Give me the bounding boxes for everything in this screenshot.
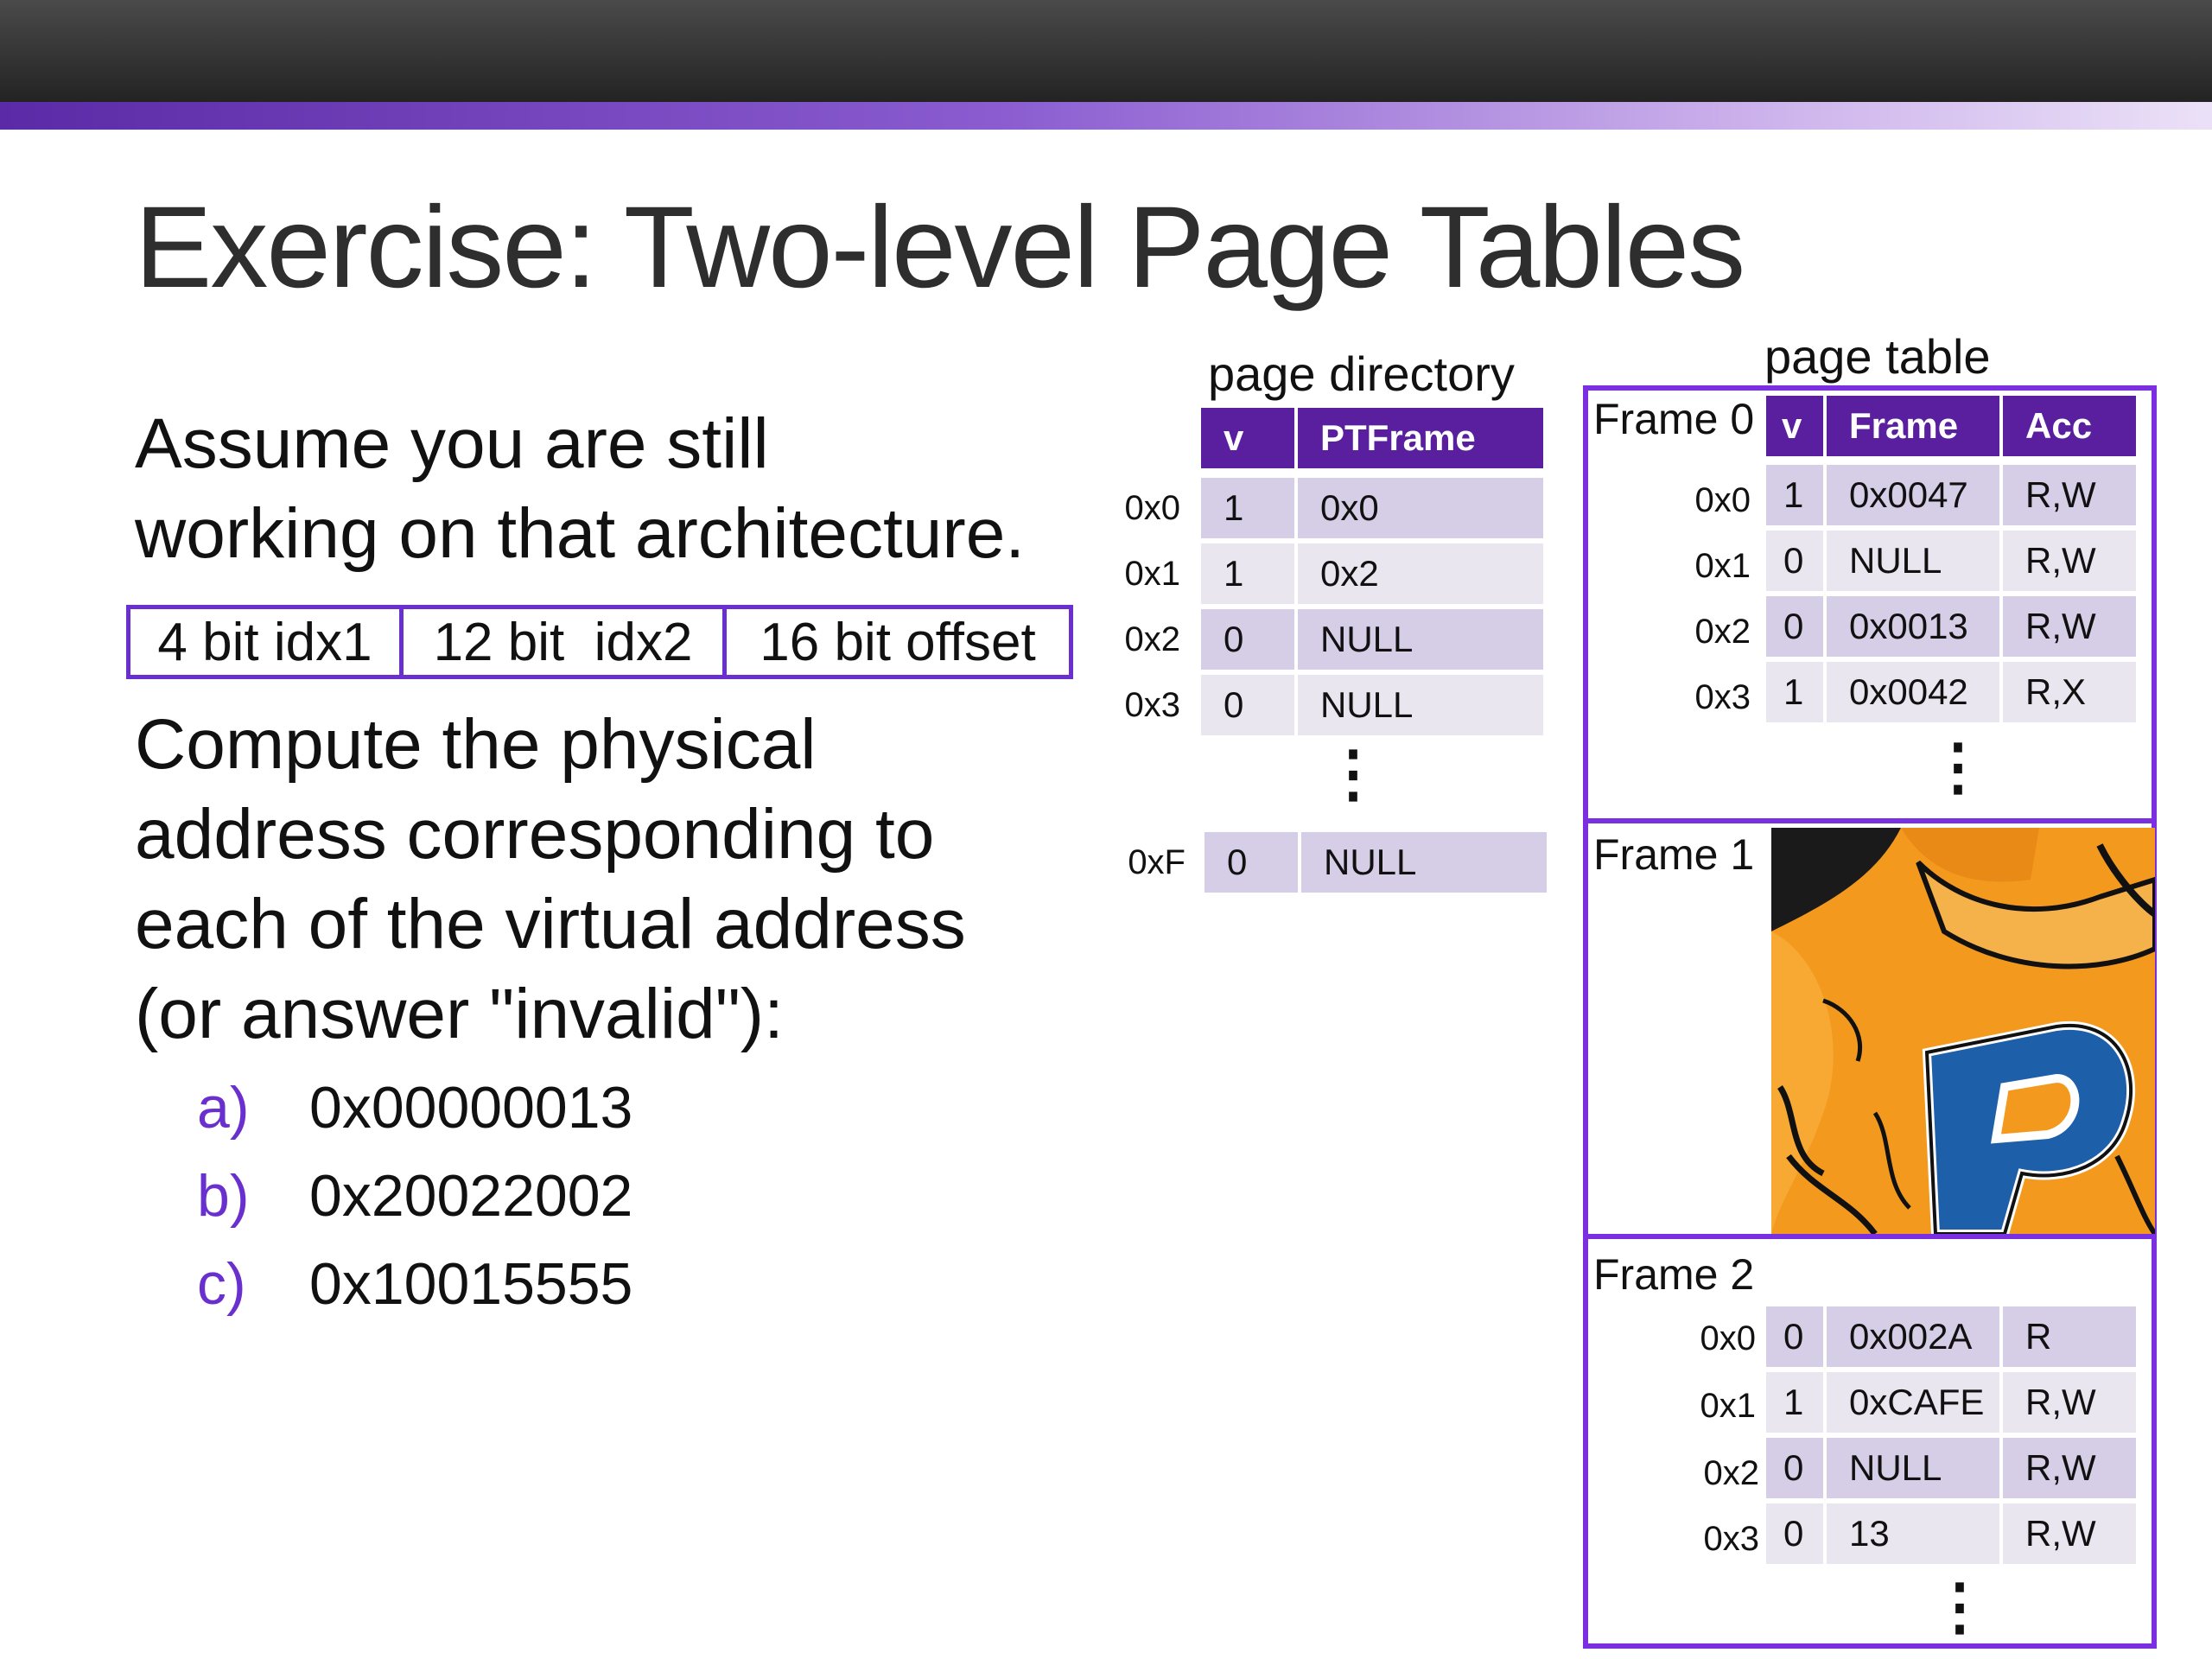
prompt-line: Compute the physical <box>135 705 817 784</box>
address-bit-layout <box>126 605 1073 679</box>
prompt-line: address corresponding to <box>135 795 935 874</box>
table-header-row <box>1766 396 2136 456</box>
cell-ptframe: NULL <box>1298 675 1543 735</box>
intro-line: Assume you are still <box>135 404 769 483</box>
top-bar <box>0 0 2212 102</box>
table-row <box>1766 1503 2136 1564</box>
row-index: 0x1 <box>1700 1387 1756 1425</box>
cell-frame: 0x0047 <box>1827 465 1999 525</box>
row-index: 0x3 <box>1703 1520 1759 1558</box>
cell-ptframe: 0x0 <box>1298 478 1543 538</box>
cell-frame: 13 <box>1827 1503 1999 1564</box>
table-row <box>1766 662 2136 722</box>
prompt-line: (or answer "invalid"): <box>135 975 784 1053</box>
table-row <box>1201 675 1543 735</box>
row-index: 0x2 <box>1694 613 1751 651</box>
row-index: 0x0 <box>1700 1319 1756 1357</box>
table-row <box>1766 1438 2136 1498</box>
row-index: 0x1 <box>1124 555 1180 593</box>
cell-frame: NULL <box>1827 531 1999 591</box>
cell-v: 0 <box>1766 1306 1823 1367</box>
row-index: 0x2 <box>1703 1454 1759 1492</box>
header-v: v <box>1201 408 1294 468</box>
question-label: c) <box>197 1251 246 1317</box>
table-row <box>1201 543 1543 604</box>
idx2-field: 12 bit idx2 <box>399 609 722 675</box>
question-address: 0x20022002 <box>309 1163 633 1229</box>
cell-acc: R <box>2003 1306 2136 1367</box>
intro-line: working on that architecture. <box>135 494 1026 573</box>
slide-title: Exercise: Two-level Page Tables <box>135 183 1745 312</box>
cell-frame: 0x0013 <box>1827 596 1999 657</box>
cell-frame: 0x0042 <box>1827 662 1999 722</box>
cell-acc: R,W <box>2003 1438 2136 1498</box>
cell-acc: R,W <box>2003 596 2136 657</box>
header-frame: Frame <box>1827 396 1999 456</box>
header-ptframe: PTFrame <box>1298 408 1543 468</box>
cell-ptframe: 0x2 <box>1298 543 1543 604</box>
table-row <box>1201 609 1543 670</box>
table-row <box>1766 531 2136 591</box>
frame-1-label: Frame 1 <box>1593 830 1755 879</box>
cell-acc: R,W <box>2003 531 2136 591</box>
question-label: a) <box>197 1075 250 1141</box>
cell-acc: R,W <box>2003 1503 2136 1564</box>
cell-v: 1 <box>1201 478 1294 538</box>
ellipsis: ⋮ <box>1927 733 1989 802</box>
prompt-line: each of the virtual address <box>135 885 966 963</box>
table-row <box>1766 1306 2136 1367</box>
cell-frame: NULL <box>1827 1438 1999 1498</box>
cell-frame: 0xCAFE <box>1827 1372 1999 1433</box>
cell-v: 0 <box>1766 1438 1823 1498</box>
question-address: 0x10015555 <box>309 1251 633 1317</box>
question-a <box>197 1073 632 1142</box>
cell-v: 1 <box>1766 662 1823 722</box>
row-index: 0xF <box>1128 843 1185 881</box>
table-row <box>1205 832 1547 893</box>
prompt-text <box>135 700 966 1059</box>
row-index: 0x0 <box>1124 489 1180 527</box>
idx1-field: 4 bit idx1 <box>157 612 372 672</box>
question-c <box>197 1249 632 1319</box>
ellipsis: ⋮ <box>1929 1573 1991 1642</box>
header-v: v <box>1766 396 1823 456</box>
page-table-caption: page table <box>1764 329 1991 384</box>
cell-acc: R,W <box>2003 1372 2136 1433</box>
question-label: b) <box>197 1163 250 1229</box>
table-row <box>1766 465 2136 525</box>
row-index: 0x3 <box>1694 678 1751 716</box>
cell-frame: 0x002A <box>1827 1306 1999 1367</box>
row-index: 0x0 <box>1694 481 1751 519</box>
row-index: 0x1 <box>1694 547 1751 585</box>
question-address: 0x00000013 <box>309 1075 633 1141</box>
cell-v: 1 <box>1766 465 1823 525</box>
cell-ptframe: NULL <box>1298 609 1543 670</box>
table-row <box>1766 596 2136 657</box>
page-directory-caption: page directory <box>1208 346 1515 401</box>
ellipsis: ⋮ <box>1322 740 1384 809</box>
accent-stripe <box>0 102 2212 130</box>
cell-ptframe: NULL <box>1301 832 1547 893</box>
header-acc: Acc <box>2003 396 2136 456</box>
frame-0-label: Frame 0 <box>1593 395 1755 443</box>
table-row <box>1766 1372 2136 1433</box>
frame-2-label: Frame 2 <box>1593 1250 1755 1299</box>
frame-divider <box>1583 818 2157 823</box>
cell-v: 0 <box>1205 832 1298 893</box>
mascot-image <box>1771 828 2155 1234</box>
table-row <box>1201 478 1543 538</box>
row-index: 0x3 <box>1124 686 1180 724</box>
cell-v: 1 <box>1201 543 1294 604</box>
frame-divider <box>1583 1234 2157 1239</box>
cell-v: 0 <box>1766 531 1823 591</box>
cell-v: 0 <box>1201 675 1294 735</box>
offset-field: 16 bit offset <box>722 609 1069 675</box>
cell-acc: R,X <box>2003 662 2136 722</box>
cell-v: 0 <box>1201 609 1294 670</box>
cell-v: 0 <box>1766 1503 1823 1564</box>
cell-v: 0 <box>1766 596 1823 657</box>
question-b <box>197 1161 632 1230</box>
cell-acc: R,W <box>2003 465 2136 525</box>
table-header-row <box>1201 408 1543 468</box>
cell-v: 1 <box>1766 1372 1823 1433</box>
row-index: 0x2 <box>1124 620 1180 658</box>
intro-text <box>135 399 1025 579</box>
